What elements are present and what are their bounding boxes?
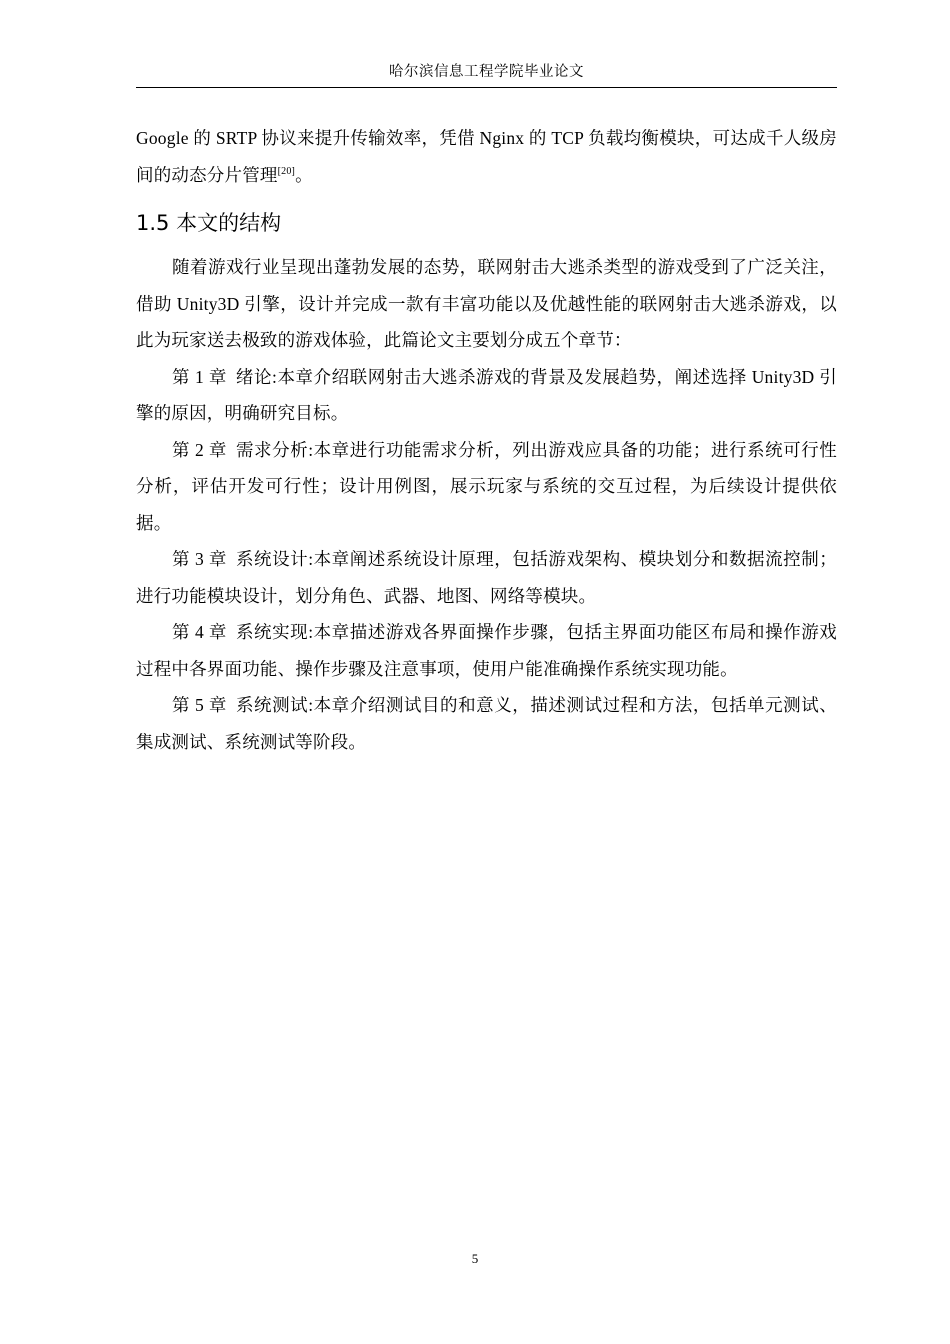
chapter-1-text: 绪论:本章介绍联网射击大逃杀游戏的背景及发展趋势，阐述选择 Unity3D 引擎的原因，明确研究目标。 [136,366,838,423]
page-number: 5 [471,1251,479,1266]
chapter-3-label: 第 3 章 [172,549,227,569]
citation-marker: [20] [277,165,296,177]
chapter-2-label: 第 2 章 [172,439,227,460]
chapter-4-paragraph [136,614,837,687]
page-body [136,120,837,760]
chapter-5-text: 系统测试:本章介绍测试目的和意义，描述测试过程和方法，包括单元测试、集成测试、系统测试等阶段。 [136,695,837,752]
chapter-2-text: 需求分析:本章进行功能需求分析，列出游戏应具备的功能；进行系统可行性分析，评估开发可行性；设计用例图，展示玩家与系统的交互过程，为后续设计提供依据。 [136,439,837,533]
chapter-3-paragraph [136,541,837,614]
running-header: 哈尔滨信息工程学院毕业论文 [389,64,584,80]
chapter-1-paragraph [136,359,837,432]
chapter-4-text: 系统实现:本章描述游戏各界面操作步骤，包括主界面功能区布局和操作游戏过程中各界面功能、操作步骤及注意事项，使用户能准确操作系统实现功能。 [136,622,837,679]
continuation-end: 。 [295,164,313,185]
chapter-1-label: 第 1 章 [172,366,227,387]
chapter-5-label: 第 5 章 [172,695,227,715]
section-intro-paragraph: 随着游戏行业呈现出蓬勃发展的态势，联网射击大逃杀类型的游戏受到了广泛关注，借助 Unity3D 引擎，设计并完成一款有丰富功能以及优越性能的联网射击大逃杀游戏，以此为玩家送去极致的游戏体验，此篇论文主要划分成五个章节： [136,257,837,350]
chapter-3-text: 系统设计:本章阐述系统设计原理，包括游戏架构、模块划分和数据流控制；进行功能模块设计，划分角色、武器、地图、网络等模块。 [136,549,837,606]
chapter-2-paragraph [136,432,837,542]
header-rule [136,87,837,88]
continuation-text: Google 的 SRTP 协议来提升传输效率，凭借 Nginx 的 TCP 负载均衡模块，可达成千人级房间的动态分片管理 [136,128,837,185]
chapter-4-label: 第 4 章 [172,622,227,642]
section-heading: 1.5 本文的结构 [136,211,282,235]
chapter-5-paragraph [136,687,837,760]
continuation-paragraph [136,120,837,193]
